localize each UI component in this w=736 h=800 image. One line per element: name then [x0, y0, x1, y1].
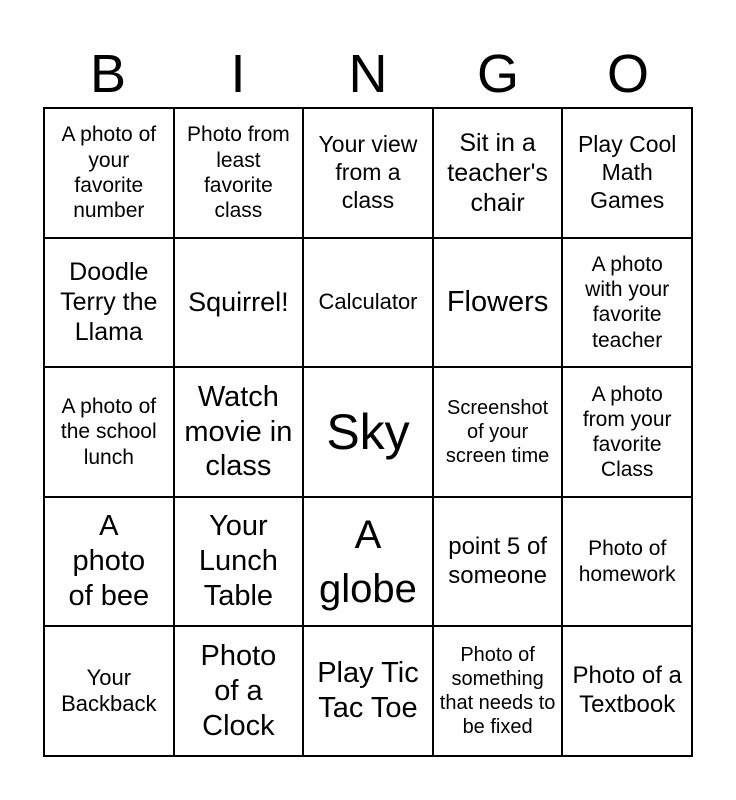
bingo-cell-4-5[interactable]	[563, 498, 693, 628]
bingo-cell-3-4[interactable]	[434, 368, 564, 498]
bingo-cell-3-2[interactable]	[175, 368, 305, 498]
bingo-cell-2-3[interactable]	[304, 239, 434, 369]
cell-text: A photo from your favorite Class	[582, 382, 672, 482]
header-letter-g: G	[476, 44, 519, 104]
cell-text: Screenshot of your screen time	[445, 396, 550, 467]
cell-text: Your Backback	[61, 664, 157, 717]
bingo-cell-5-4[interactable]	[434, 627, 564, 757]
bingo-cell-4-2[interactable]	[175, 498, 305, 628]
cell-text: Photo from least favorite class	[187, 123, 290, 222]
cell-text: Sky	[326, 403, 410, 460]
cell-text: Doodle Terry the Llama	[60, 258, 158, 347]
bingo-cell-2-2[interactable]	[175, 239, 305, 369]
cell-text: A photo of bee	[68, 510, 150, 612]
bingo-cell-3-5[interactable]	[563, 368, 693, 498]
cell-text: Watch movie in class	[184, 380, 293, 483]
cell-text: A photo of the school lunch	[60, 395, 157, 469]
header-letter-i: I	[230, 44, 246, 104]
header-letter-o: O	[606, 44, 649, 104]
bingo-cell-4-4[interactable]	[434, 498, 564, 628]
bingo-cell-4-1[interactable]	[45, 498, 175, 628]
cell-text: Sit in a teacher's chair	[447, 128, 548, 217]
bingo-cell-3-3[interactable]	[304, 368, 434, 498]
cell-text: A globe	[319, 512, 417, 611]
cell-text: Your Lunch Table	[198, 510, 278, 612]
cell-text: Photo of homework	[578, 537, 676, 586]
bingo-cell-1-1[interactable]	[45, 109, 175, 239]
bingo-cell-3-1[interactable]	[45, 368, 175, 498]
bingo-cell-5-3[interactable]	[304, 627, 434, 757]
cell-text: Photo of a Textbook	[572, 662, 682, 719]
bingo-cell-2-4[interactable]	[434, 239, 564, 369]
cell-text: Play Cool Math Games	[577, 131, 677, 213]
cell-text: A photo with your favorite teacher	[585, 253, 670, 352]
cell-text: A photo of your favorite number	[61, 123, 157, 222]
cell-text: Photo of something that needs to be fixed	[439, 644, 556, 739]
cell-text: Calculator	[318, 289, 418, 315]
bingo-cell-2-5[interactable]	[563, 239, 693, 369]
bingo-cell-1-5[interactable]	[563, 109, 693, 239]
cell-text: Play Tic Tac Toe	[317, 657, 419, 725]
bingo-cell-1-2[interactable]	[175, 109, 305, 239]
cell-text: Photo of a Clock	[200, 640, 277, 742]
bingo-cell-2-1[interactable]	[45, 239, 175, 369]
header-letter-n: N	[348, 44, 388, 104]
bingo-cell-5-2[interactable]	[175, 627, 305, 757]
bingo-cell-4-3[interactable]	[304, 498, 434, 628]
cell-text: Squirrel!	[188, 287, 289, 318]
bingo-grid	[43, 107, 693, 757]
cell-text: point 5 of someone	[448, 532, 547, 589]
cell-text: Flowers	[446, 285, 549, 318]
bingo-cell-5-1[interactable]	[45, 627, 175, 757]
bingo-header	[43, 40, 693, 108]
bingo-cell-1-4[interactable]	[434, 109, 564, 239]
cell-text: Your view from a class	[318, 131, 418, 213]
bingo-cell-1-3[interactable]	[304, 109, 434, 239]
header-letter-b: B	[89, 44, 127, 104]
bingo-cell-5-5[interactable]	[563, 627, 693, 757]
